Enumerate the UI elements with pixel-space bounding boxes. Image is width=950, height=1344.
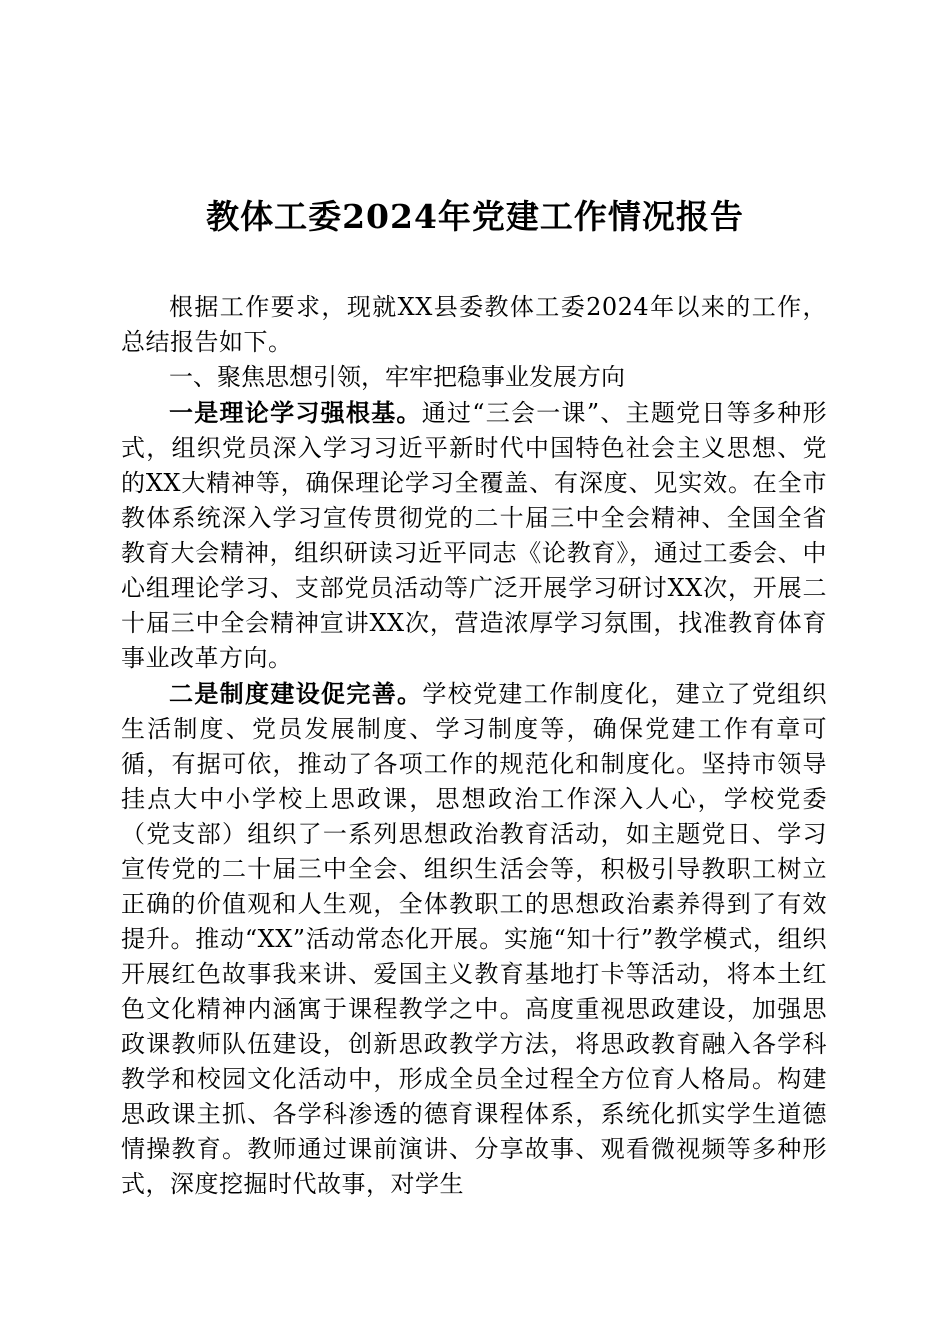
section-heading: 一、聚焦思想引领，牢牢把稳事业发展方向 xyxy=(169,363,625,391)
page-title: 教体工委2024年党建工作情况报告 xyxy=(206,197,744,236)
paragraph-text: 通过“三会一课”、主题党日等多种形式，组织党员深入学习习近平新时代中国特色社会主义思想、党的XX大精神等，确保理论学习全覆盖、有深度、见实效。在全市教体系统深入学习宣传贯彻党的二十届三中全会精神、全国全省教育大会精神，组织研读习近平同志《论教育》，通过工委会、中心组理论学习、支部党员活动等广泛开展学习研讨XX次，开展二十届三中全会精神宣讲XX次，营造浓厚学习氛围，找准教育体育事业改革方向。 xyxy=(121,399,828,672)
paragraph-theory-study xyxy=(121,395,827,676)
paragraph-system-building xyxy=(121,676,827,1202)
paragraph-lead: 二是制度建设促完善。 xyxy=(169,679,423,708)
intro-paragraph: 根据工作要求，现就XX县委教体工委2024年以来的工作，总结报告如下。 xyxy=(121,293,827,356)
document-body xyxy=(121,290,827,1202)
paragraph-lead: 一是理论学习强根基。 xyxy=(169,398,422,427)
paragraph-text: 学校党建工作制度化，建立了党组织生活制度、党员发展制度、学习制度等，确保党建工作有章可循，有据可依，推动了各项工作的规范化和制度化。坚持市领导挂点大中小学校上思政课，思想政治工作深入人心，学校党委（党支部）组织了一系列思想政治教育活动，如主题党日、学习宣传党的二十届三中全会、组织生活会等，积极引导教职工树立正确的价值观和人生观，全体教职工的思想政治素养得到了有效提升。推动“XX”活动常态化开展。实施“知十行”教学模式，组织开展红色故事我来讲、爱国主义教育基地打卡等活动，将本土红色文化精神内涵寓于课程教学之中。高度重视思政建设，加强思政课教师队伍建设，创新思政教学方法，将思政教育融入各学科教学和校园文化活动中，形成全员全过程全方位育人格局。构建思政课主抓、各学科渗透的德育课程体系，系统化抓实学生道德情操教育。教师通过课前演讲、分享故事、观看微视频等多种形式，深度挖掘时代故事，对学生 xyxy=(121,680,828,1198)
